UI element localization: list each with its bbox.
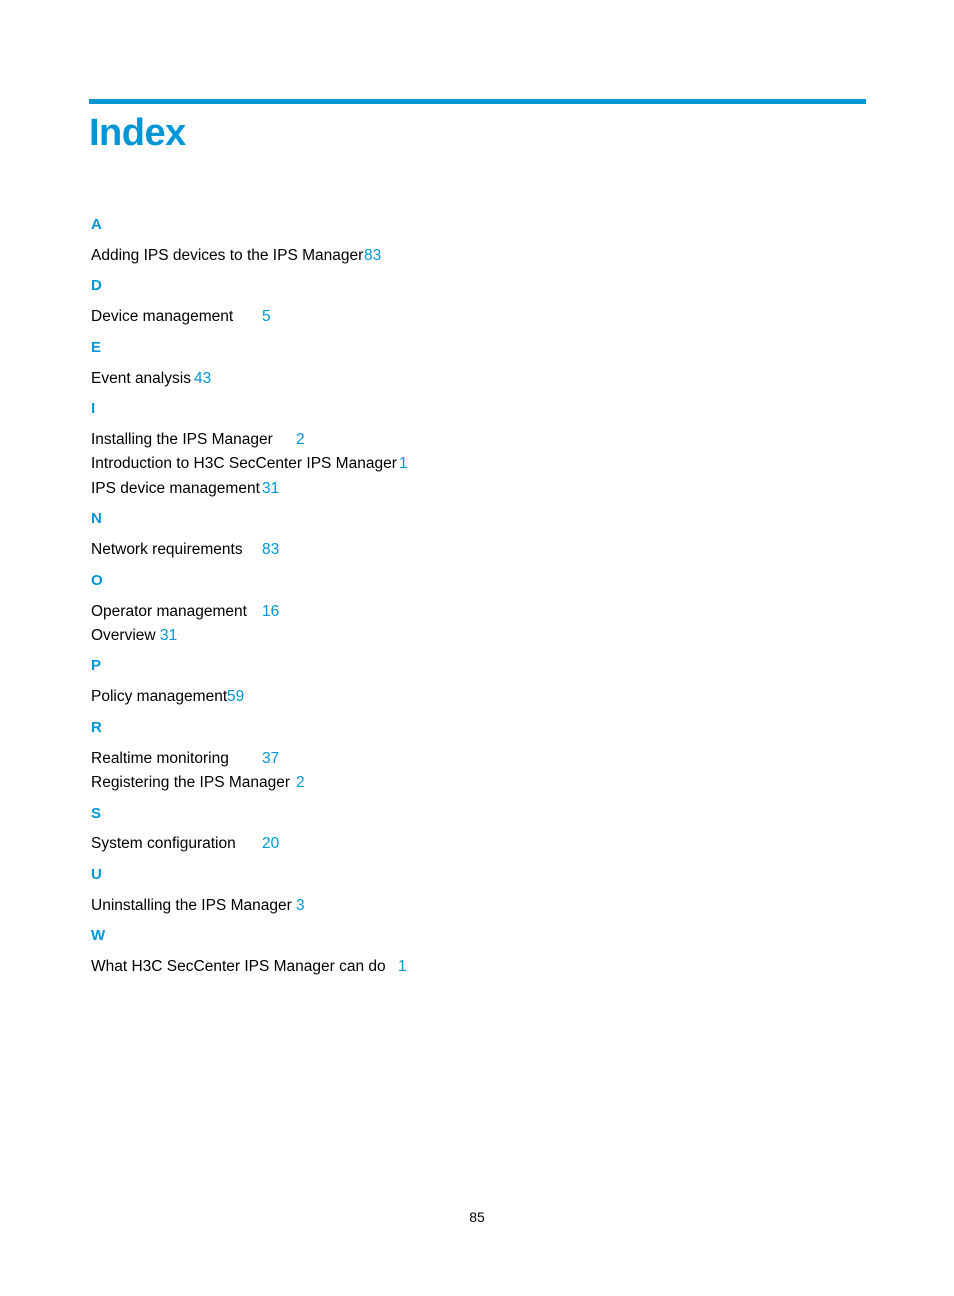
index-letter-n: N <box>91 510 102 527</box>
index-term: Adding IPS devices to the IPS Manager <box>91 247 364 264</box>
page-link[interactable]: 83 <box>262 541 280 558</box>
index-entry <box>91 602 280 622</box>
index-letter-s: S <box>91 805 102 822</box>
index-term: Realtime monitoring <box>91 750 229 767</box>
index-term: What H3C SecCenter IPS Manager can do <box>91 958 386 975</box>
index-entry <box>91 957 407 977</box>
index-term: Operator management <box>91 603 247 620</box>
page-link[interactable]: 31 <box>160 627 178 644</box>
page-link[interactable]: 3 <box>296 897 305 914</box>
index-entry <box>91 626 178 646</box>
page-link[interactable]: 37 <box>262 750 280 767</box>
page-link[interactable]: 2 <box>296 431 305 448</box>
index-entry <box>91 687 245 707</box>
index-entry <box>91 773 305 793</box>
index-letter-r: R <box>91 719 102 736</box>
page-link[interactable]: 83 <box>364 247 382 264</box>
index-letter-w: W <box>91 927 106 944</box>
index-entry <box>91 430 305 450</box>
index-letter-e: E <box>91 339 102 356</box>
index-entry <box>91 369 212 389</box>
index-entry <box>91 540 280 560</box>
index-term: Event analysis <box>91 370 191 387</box>
index-entry <box>91 834 280 854</box>
index-term: Installing the IPS Manager <box>91 431 273 448</box>
index-entry <box>91 307 271 327</box>
index-term: Registering the IPS Manager <box>91 774 291 791</box>
index-letter-u: U <box>91 866 102 883</box>
index-entry <box>91 896 305 916</box>
index-term: Device management <box>91 308 234 325</box>
page-link[interactable]: 43 <box>194 370 212 387</box>
index-list <box>91 0 791 1000</box>
index-letter-d: D <box>91 277 102 294</box>
index-letter-p: P <box>91 657 102 674</box>
index-term: System configuration <box>91 835 236 852</box>
page-link[interactable]: 59 <box>227 688 245 705</box>
page-link[interactable]: 1 <box>399 455 408 472</box>
index-letter-a: A <box>91 216 102 233</box>
index-entry <box>91 749 280 769</box>
index-entry <box>91 479 280 499</box>
page-link[interactable]: 1 <box>398 958 407 975</box>
index-letter-o: O <box>91 572 103 589</box>
index-entry <box>91 246 382 266</box>
page-link[interactable]: 2 <box>296 774 305 791</box>
index-term: Introduction to H3C SecCenter IPS Manager <box>91 455 397 472</box>
index-term: Policy management <box>91 688 228 705</box>
page-title: Index <box>89 112 186 154</box>
page-link[interactable]: 16 <box>262 603 280 620</box>
page-link[interactable]: 31 <box>262 480 280 497</box>
index-term: Overview <box>91 627 156 644</box>
page-link[interactable]: 20 <box>262 835 280 852</box>
index-term: IPS device management <box>91 480 260 497</box>
page-number: 85 <box>469 1209 485 1225</box>
index-entry <box>91 454 408 474</box>
page-link[interactable]: 5 <box>262 308 271 325</box>
index-term: Network requirements <box>91 541 243 558</box>
index-letter-i: I <box>91 400 96 417</box>
index-term: Uninstalling the IPS Manager <box>91 897 292 914</box>
